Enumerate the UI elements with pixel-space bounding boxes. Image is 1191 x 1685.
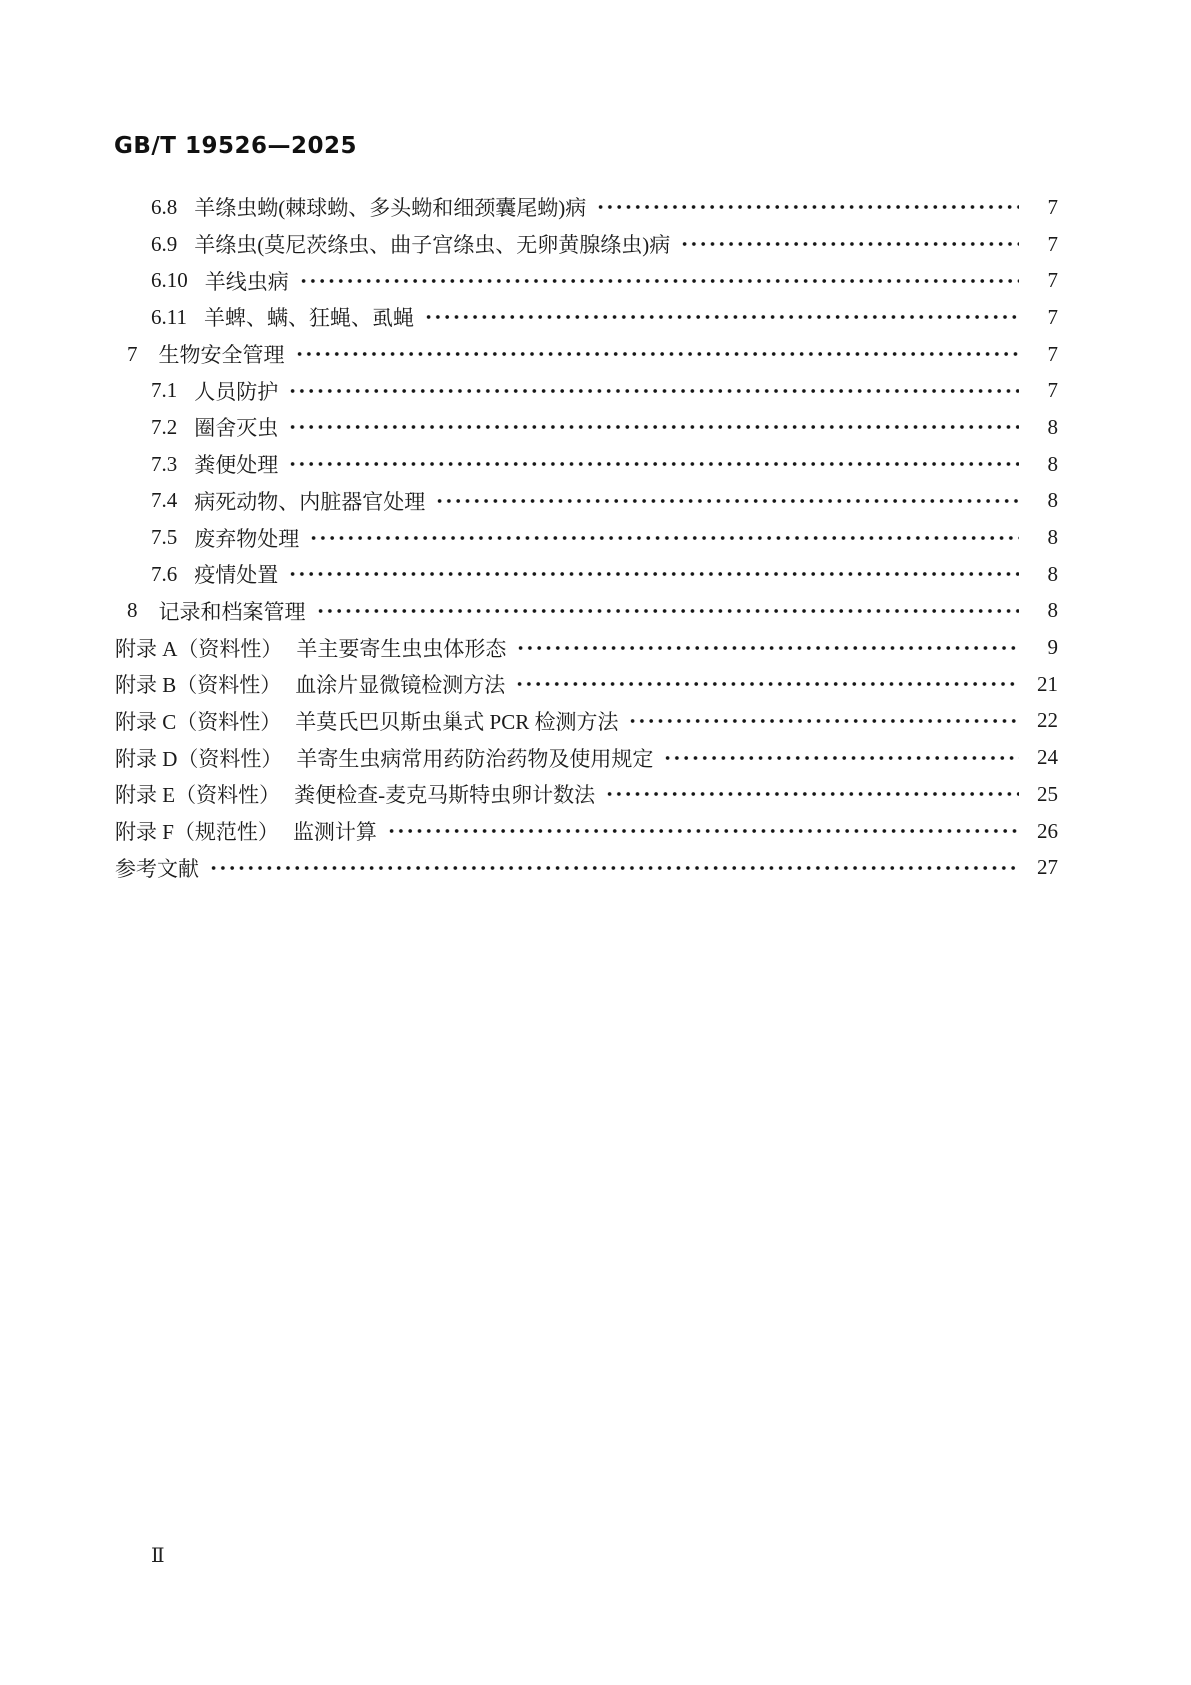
- toc-entry-page-number: 8: [1047, 561, 1058, 586]
- toc-entry-page-number: 24: [1037, 745, 1058, 770]
- toc-entry-number: 6.8: [151, 194, 178, 219]
- toc-entry-number: 6.10: [151, 268, 188, 293]
- toc-entry-title: 羊莫氏巴贝斯虫巢式 PCR 检测方法: [295, 709, 619, 734]
- toc-entry-number: 附录 F（规范性）: [115, 820, 279, 845]
- toc-entry: [115, 372, 1058, 409]
- toc-entry-title: 羊线虫病: [204, 269, 289, 294]
- toc-entry-number: 7.5: [151, 525, 178, 550]
- dot-leader: [288, 422, 1019, 432]
- toc-entry-page-number: 7: [1047, 231, 1058, 256]
- toc-entry-title: 记录和档案管理: [158, 599, 306, 624]
- toc-entry: [115, 813, 1058, 850]
- toc-entry-number: 7.4: [151, 488, 178, 513]
- toc-entry-page-number: 9: [1047, 635, 1058, 660]
- toc-entry: [115, 849, 1058, 886]
- toc-entry: [115, 189, 1058, 226]
- toc-entry-title: 监测计算: [292, 820, 377, 845]
- toc-entry-page-number: 7: [1047, 378, 1058, 403]
- dot-leader: [680, 239, 1019, 249]
- toc-entry-page-number: 7: [1047, 194, 1058, 219]
- toc-entry-number: 7: [127, 341, 138, 366]
- dot-leader: [299, 276, 1019, 286]
- toc-entry-title: 疫情处置: [194, 563, 279, 588]
- toc-entry-number: 7.6: [151, 561, 178, 586]
- dot-leader: [596, 202, 1019, 212]
- toc-entry: [115, 299, 1058, 336]
- dot-leader: [424, 312, 1019, 322]
- toc-entry-number: 8: [127, 598, 138, 623]
- dot-leader: [628, 716, 1019, 726]
- table-of-contents: [115, 189, 1058, 886]
- toc-entry-title: 粪便检查-麦克马斯特虫卵计数法: [294, 783, 596, 808]
- dot-leader: [316, 606, 1020, 616]
- dot-leader: [288, 459, 1019, 469]
- toc-entry-number: 6.11: [151, 304, 187, 329]
- dot-leader: [209, 863, 1019, 873]
- dot-leader: [288, 569, 1019, 579]
- dot-leader: [387, 826, 1019, 836]
- toc-entry: [115, 519, 1058, 556]
- toc-entry-number: 7.3: [151, 451, 178, 476]
- dot-leader: [663, 753, 1019, 763]
- toc-entry-title: 羊绦虫(莫尼茨绦虫、曲子宫绦虫、无卵黄腺绦虫)病: [194, 233, 671, 258]
- toc-entry-page-number: 25: [1037, 781, 1058, 806]
- toc-entry-page-number: 7: [1047, 341, 1058, 366]
- toc-entry-title: 粪便处理: [194, 453, 279, 478]
- dot-leader: [309, 533, 1019, 543]
- toc-entry-number: 附录 A（资料性）: [115, 636, 283, 661]
- toc-entry-title: 羊蜱、螨、狂蝇、虱蝇: [203, 306, 414, 331]
- toc-entry: [115, 739, 1058, 776]
- toc-entry-page-number: 8: [1047, 414, 1058, 439]
- dot-leader: [435, 496, 1019, 506]
- toc-entry-page-number: 8: [1047, 488, 1058, 513]
- toc-entry: [115, 483, 1058, 520]
- dot-leader: [295, 349, 1020, 359]
- toc-entry-page-number: 7: [1047, 304, 1058, 329]
- toc-entry-number: 附录 E（资料性）: [115, 783, 281, 808]
- toc-entry-title: 参考文献: [115, 856, 199, 881]
- toc-entry: [115, 666, 1058, 703]
- toc-entry-number: 6.9: [151, 231, 178, 256]
- toc-entry-number: 附录 D（资料性）: [115, 746, 283, 771]
- toc-entry-page-number: 8: [1047, 525, 1058, 550]
- toc-entry: [115, 409, 1058, 446]
- toc-entry-title: 废弃物处理: [194, 526, 300, 551]
- toc-entry: [115, 262, 1058, 299]
- toc-entry-title: 羊寄生虫病常用药防治药物及使用规定: [296, 746, 654, 771]
- dot-leader: [515, 679, 1019, 689]
- toc-entry-title: 生物安全管理: [158, 343, 285, 368]
- toc-entry: [115, 703, 1058, 740]
- toc-entry-page-number: 27: [1037, 855, 1058, 880]
- dot-leader: [288, 386, 1019, 396]
- toc-entry: [115, 593, 1058, 630]
- toc-entry: [115, 336, 1058, 373]
- dot-leader: [516, 643, 1019, 653]
- toc-entry-page-number: 8: [1047, 598, 1058, 623]
- toc-entry-number: 7.2: [151, 414, 178, 439]
- toc-entry-page-number: 21: [1037, 671, 1058, 696]
- toc-entry-title: 羊绦虫蚴(棘球蚴、多头蚴和细颈囊尾蚴)病: [194, 196, 587, 221]
- toc-entry-number: 7.1: [151, 378, 178, 403]
- toc-entry-title: 病死动物、内脏器官处理: [194, 489, 426, 514]
- page-number-footer: Ⅱ: [151, 1545, 165, 1567]
- toc-entry: [115, 776, 1058, 813]
- toc-entry-title: 血涂片显微镜检测方法: [295, 673, 506, 698]
- toc-entry-title: 人员防护: [194, 379, 279, 404]
- toc-entry-page-number: 26: [1037, 818, 1058, 843]
- dot-leader: [605, 789, 1019, 799]
- toc-entry: [115, 446, 1058, 483]
- toc-entry-title: 圈舍灭虫: [194, 416, 279, 441]
- toc-entry-page-number: 22: [1037, 708, 1058, 733]
- toc-entry-number: 附录 B（资料性）: [115, 673, 282, 698]
- standard-number-header: GB/T 19526—2025: [114, 133, 358, 159]
- toc-entry: [115, 629, 1058, 666]
- toc-entry: [115, 226, 1058, 263]
- toc-entry-title: 羊主要寄生虫虫体形态: [296, 636, 507, 661]
- toc-entry-page-number: 7: [1047, 268, 1058, 293]
- toc-entry-number: 附录 C（资料性）: [115, 709, 282, 734]
- toc-entry: [115, 556, 1058, 593]
- toc-entry-page-number: 8: [1047, 451, 1058, 476]
